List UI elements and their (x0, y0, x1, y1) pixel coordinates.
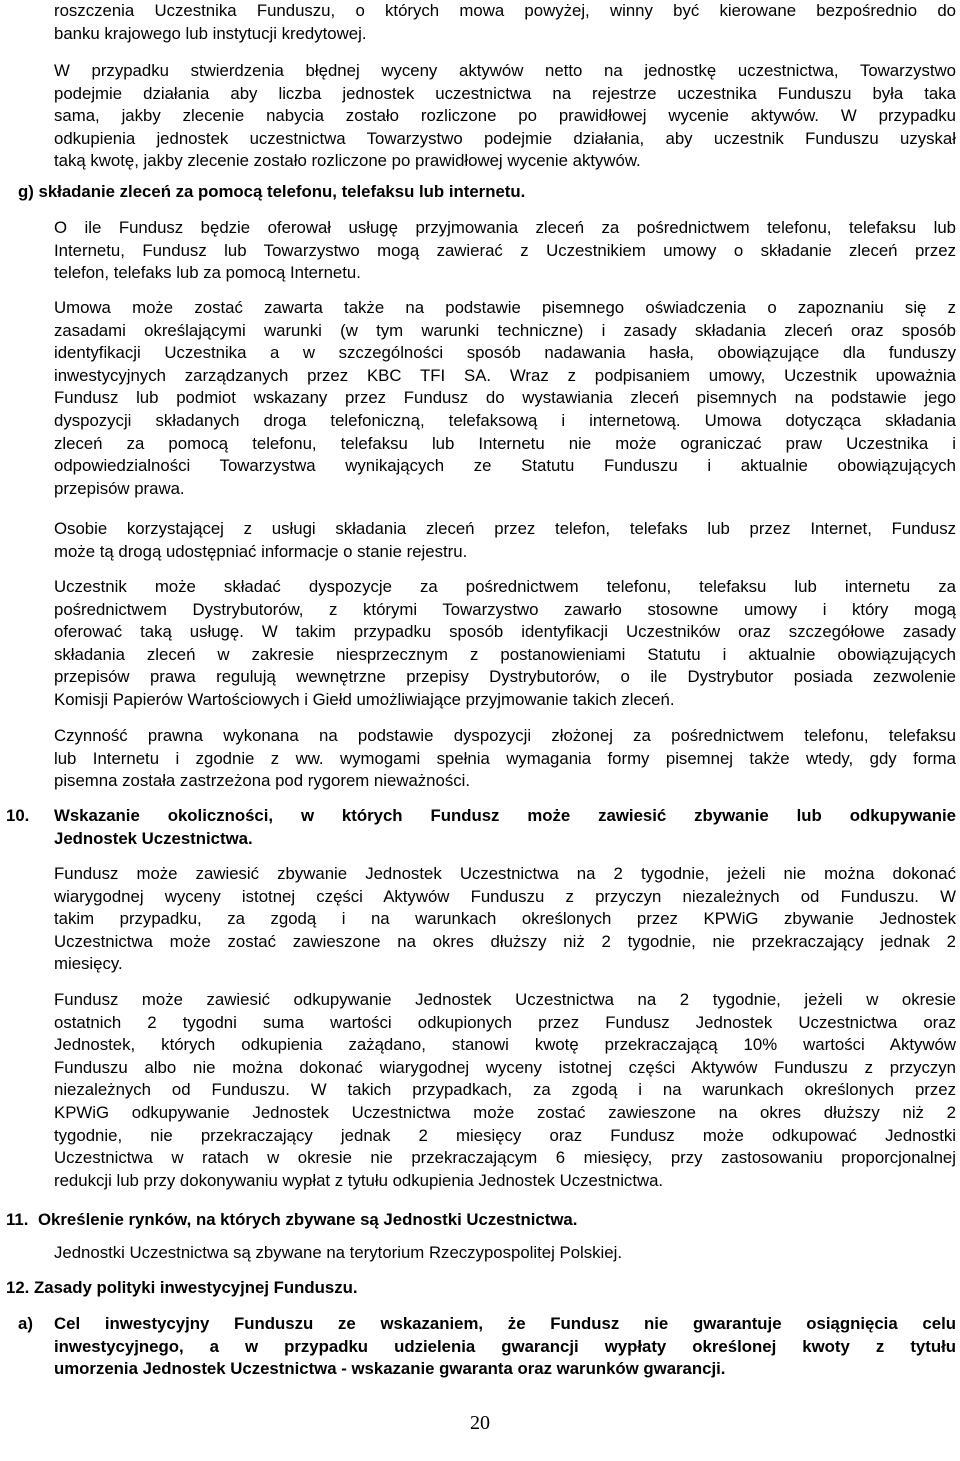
section-11-title (38, 1209, 956, 1232)
paragraph-g5 (54, 725, 956, 793)
text-line: Internetu, Fundusz lub Towarzystwo mogą zawierać z Uczestnikiem umowy o składanie zleceń przez (54, 240, 956, 260)
text-line: podejmie działania aby liczba jednostek uczestnictwa na rejestrze uczestnika Funduszu była taka (54, 83, 956, 103)
text-line: identyfikacji Uczestnika a w szczególności sposób nadawania hasła, obowiązujące dla funduszy (54, 343, 956, 363)
text-line: Fundusz lub podmiot wskazany przez Fundusz do wystawiania zleceń pisemnych na podstawie jego (54, 388, 956, 408)
text-line: odpowiedzialności Towarzystwa wynikających ze Statutu Funduszu i aktualnie obowiązujących (54, 456, 956, 476)
text-line: zasadami określającymi warunki (w tym warunki techniczne) i zasady składania zleceń oraz sposób (54, 320, 956, 340)
text-line: lub Internetu i zgodnie z ww. wymogami spełnia wymagania formy pisemnej także wtedy, gdy forma (54, 748, 956, 768)
text-line: Komisji Papierów Wartościowych i Giełd umożliwiające przyjmowanie takich zleceń. (54, 689, 675, 709)
text-line: Umowa może zostać zawarta także na podstawie pisemnego oświadczenia o zapoznaniu się z (54, 298, 956, 317)
text-line: przepisów prawa. (54, 478, 185, 498)
section-10-number: 10. (6, 806, 30, 825)
text-line: sama, jakby zlecenie nabycia zostało rozliczone po prawidłowej wycenie aktywów. W przypadku (54, 106, 956, 126)
text-line: Jednostek, których odkupienia zażądano, stanowi kwotę przekraczającą 10% wartości Aktywów (54, 1035, 956, 1055)
text-line: redukcji lub przy dokonywaniu wypłat z tytułu odkupienia Jednostek Uczestnictwa. (54, 1170, 664, 1190)
intro-fragment (54, 0, 956, 45)
text-line: Uczestnictwa w ratach w okresie nie przekraczającym 6 miesięcy, przy zastosowaniu proporcjonalnej (54, 1148, 956, 1168)
text-line: pisemna została zastrzeżona pod rygorem nieważności. (54, 771, 471, 791)
section-10-paragraph-1 (54, 863, 956, 976)
text-line: przepisów prawa regulują wewnętrzne przepisy Dystrybutorów, o ile Dystrybutor posiada zezwolenie (54, 667, 956, 687)
text-line: W przypadku stwierdzenia błędnej wyceny aktywów netto na jednostkę uczestnictwa, Towarzystwo (54, 61, 956, 80)
text-line: Funduszu albo nie można dokonać wiarygodnej wyceny istotnej części Aktywów Funduszu z przyczyn (54, 1057, 956, 1077)
section-12-title (6, 1277, 956, 1300)
text-line: ostatnich 2 tygodni suma wartości odkupionych przez Fundusz Jednostek Uczestnictwa oraz (54, 1012, 956, 1032)
text-line: banku krajowego lub instytucji kredytowej. (54, 23, 367, 43)
item-a-text (54, 1313, 956, 1381)
text-line: Czynność prawna wykonana na podstawie dyspozycji złożonej za pośrednictwem telefonu, telefaksu (54, 726, 956, 745)
section-10-paragraph-2 (54, 989, 956, 1192)
page-number: 20 (470, 1412, 490, 1434)
heading-text: 12. Zasady polityki inwestycyjnej Funduszu. (6, 1278, 358, 1297)
section-10-title (54, 805, 956, 850)
text-line: odkupienia jednostek uczestnictwa Towarzystwo podejmie działania, aby uczestnik Funduszu uzyskał (54, 128, 956, 148)
paragraph-valuation (54, 60, 956, 173)
text-line: inwestycyjnych zarządzanych przez KBC TFI SA. Wraz z podpisaniem umowy, Uczestnik upoważnia (54, 365, 956, 385)
text-line: pośrednictwem Dystrybutorów, z którymi Towarzystwo zawarło stosowne umowy i który mogą (54, 599, 956, 619)
text-line: umorzenia Jednostek Uczestnictwa - wskazanie gwaranta oraz warunków gwarancji. (54, 1359, 726, 1379)
text-line: Uczestnik może składać dyspozycje za pośrednictwem telefonu, telefaksu lub internetu za (54, 577, 956, 596)
text-line: takim przypadku, za zgodą i na warunkach określonych przez KPWiG zbywanie Jednostek (54, 909, 956, 929)
section-11-number: 11. (6, 1210, 29, 1229)
paragraph-g2 (54, 297, 956, 500)
text-line: Jednostki Uczestnictwa są zbywane na terytorium Rzeczypospolitej Polskiej. (54, 1243, 623, 1262)
text-line: tygodnie, nie przekraczający jednak 2 miesięcy oraz Fundusz może odkupować Jednostki (54, 1125, 956, 1145)
text-line: Fundusz może zawiesić zbywanie Jednostek Uczestnictwa na 2 tygodnie, jeżeli nie można dokonać (54, 864, 956, 883)
text-line: niezależnych od Funduszu. W takich przypadkach, za zgodą i na warunkach określonych przez (54, 1080, 956, 1100)
text-line: taką kwotę, jakby zlecenie zostało rozliczone po prawidłowej wycenie aktywów. (54, 151, 641, 171)
text-line: może tą drogą udostępniać informacje o stanie rejestru. (54, 541, 468, 561)
paragraph-g3 (54, 518, 956, 563)
text-line: oferować taką usługę. W takim przypadku sposób identyfikacji Uczestników oraz szczegółowe zasady (54, 622, 956, 642)
heading-text: g) składanie zleceń za pomocą telefonu, telefaksu lub internetu. (18, 182, 526, 201)
text-line: Cel inwestycyjny Funduszu ze wskazaniem, że Fundusz nie gwarantuje osiągnięcia celu (54, 1314, 956, 1333)
text-line: roszczenia Uczestnika Funduszu, o których mowa powyżej, winny być kierowane bezpośrednio do (54, 1, 956, 20)
text-line: dyspozycji składanych droga telefoniczną, telefaksową i internetową. Umowa dotycząca składania (54, 410, 956, 430)
heading-text: Określenie rynków, na których zbywane są Jednostki Uczestnictwa. (38, 1210, 578, 1229)
text-line: O ile Fundusz będzie oferował usługę przyjmowania zleceń za pośrednictwem telefonu, telefaksu lub (54, 218, 956, 237)
text-line: miesięcy. (54, 954, 123, 974)
heading-line: Wskazanie okoliczności, w których Fundusz może zawiesić zbywanie lub odkupywanie (54, 806, 956, 825)
text-line: telefon, telefaks lub za pomocą Internetu. (54, 263, 361, 283)
text-line: Uczestnictwa może zostać zawieszone na okres dłuższy niż 2 tygodnie, nie przekraczający jednak 2 (54, 931, 956, 951)
item-a-marker: a) (18, 1314, 33, 1333)
paragraph-g4 (54, 576, 956, 712)
heading-line: Jednostek Uczestnictwa. (54, 828, 253, 848)
text-line: Osobie korzystającej z usługi składania zleceń przez telefon, telefaks lub przez Internet, Fundusz (54, 519, 956, 538)
section-11-paragraph (54, 1242, 956, 1265)
text-line: KPWiG odkupywanie Jednostek Uczestnictwa może zostać zawieszone na okres dłuższy niż 2 (54, 1102, 956, 1122)
paragraph-g1 (54, 217, 956, 285)
heading-g (18, 181, 956, 204)
text-line: zleceń za pomocą telefonu, telefaksu lub Internetu nie może ograniczać praw Uczestnika i (54, 433, 956, 453)
text-line: Fundusz może zawiesić odkupywanie Jednostek Uczestnictwa na 2 tygodnie, jeżeli w okresie (54, 990, 956, 1009)
text-line: inwestycyjnego, a w przypadku udzielenia gwarancji wypłaty określonej kwoty z tytułu (54, 1336, 956, 1356)
text-line: wiarygodnej wyceny istotnej części Aktywów Funduszu z przyczyn niezależnych od Funduszu. W (54, 886, 956, 906)
text-line: składania zleceń w zakresie niesprzecznym z postanowieniami Statutu i aktualnie obowiązujących (54, 644, 956, 664)
